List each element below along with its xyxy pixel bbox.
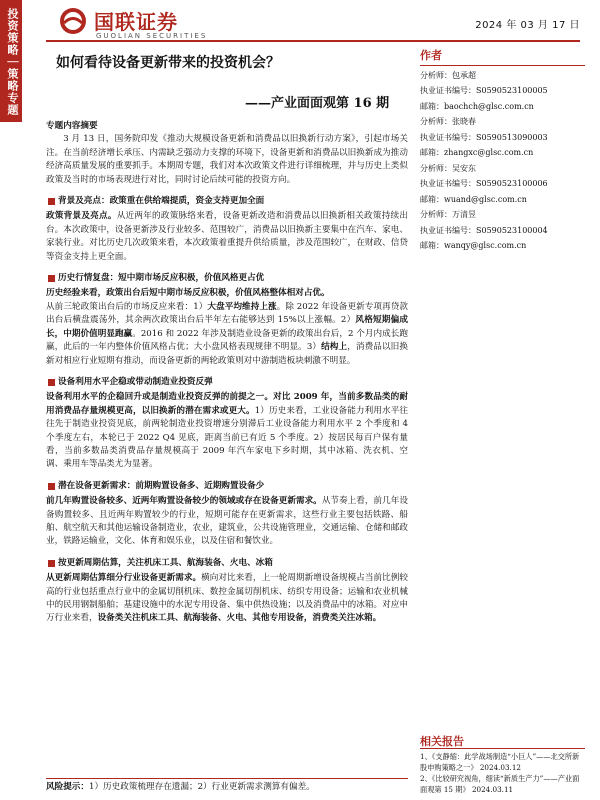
abstract-label: 专题内容摘要 xyxy=(46,121,98,131)
related-heading: 相关报告 xyxy=(420,736,585,749)
section-lead: 前几年购置设备较多、近两年购置设备较少的领域或存在设备更新需求。 xyxy=(46,496,322,507)
section-4 xyxy=(46,557,408,626)
author-card xyxy=(420,68,585,115)
author-analyst: 分析师：吴安东 xyxy=(420,163,476,173)
section-lead: 设备利用水平的企稳回升或是制造业投资反弹的前提之一。对比 2009 年，当前多数品类的耐用消费品存量规模更高，以旧换新的潜在需求或更大。 xyxy=(46,392,408,416)
related-date: 2024.03.12 xyxy=(479,763,521,772)
brand-name-en: GUOLIAN SECURITIES xyxy=(96,32,208,40)
section-body: 1）历史来看，工业设备能力利用水平往往先于制造业投资见底，前两轮制造业投资增速分别滞后工业设备能力利用水平 2 个季度和 4 个季度左右，本轮已于 2022 Q4 见底，距离当前已有近 5 个季度。2）按居民每百户保有量看，当前多数品类消费品存量规模高于 2009 年汽车家电下乡时期，其中冰箱、洗衣机、空调、乘用车等品类尤为显著。 xyxy=(46,405,408,470)
text-run: 横向对比来看，上一轮周期新增设备规模占当前比例较高的行业包括重点行业中的金属切削机床、数控金属切削机床、纺织专用设备；运输和农业机械中的民用钢制船舶；基建设施中的水泥专用设备、集中供热设施；以及消费品中的冰箱。对应申万行业来看， xyxy=(46,573,408,624)
author-cert: 执业证书编号：S0590523100006 xyxy=(420,179,548,188)
section-2 xyxy=(46,376,408,472)
section-1 xyxy=(46,272,408,368)
author-panel xyxy=(420,48,585,254)
related-item[interactable] xyxy=(420,773,585,795)
section-body: 从近两年的政策脉络来看，设备更新改造和消费品以旧换新相关政策持续出台。本次政策中，设备更新涉及行业较多、范围较广，消费品以旧换新主要集中在汽车、家电、家装行业。对比历史几次政策来看，本次政策着重提升供给质量，涉及范围较广，在财政、信贷等资金支持上更全面。 xyxy=(46,211,408,262)
author-card xyxy=(420,161,585,208)
section-heading: 按更新周期估算，关注机床工具、航海装备、火电、冰箱 xyxy=(46,557,408,570)
text-run: 从前三轮政策出台后的市场反应来看：1） xyxy=(46,301,208,312)
author-card xyxy=(420,114,585,161)
brand-mark-icon xyxy=(58,6,88,36)
author-analyst: 分析师：张晓春 xyxy=(420,117,476,126)
section-lead: 历史经验来看，政策出台后短中期市场反应积极，价值风格整体相对占优。 xyxy=(46,288,330,299)
risk-text: 1）历史政策梳理存在遗漏；2）行业更新需求测算有偏差。 xyxy=(88,782,315,792)
author-email[interactable]: 邮箱：baochch@glsc.com.cn xyxy=(420,101,534,111)
text-run: 。2016 和 2022 年涉及制造业设备更新的政策出台后，2 个月内成长跑赢，此后的一年内整体价值风格占优；大小盘风格表现规律不明显。3） xyxy=(46,328,408,353)
category-side-tab-label: 投资策略｜策略专题 xyxy=(6,8,19,116)
header-divider xyxy=(46,40,580,42)
text-run: ，消费品以旧换新对相应行业短期有推动，而设备更新的两轮政策则对中游制造板块刺激不明显。 xyxy=(46,342,408,366)
text-run: 大盘平均维持上涨 xyxy=(207,301,277,312)
section-body: 从节奏上看，前几年设备购置较多、且近两年购置较少的行业，短期可能存在更新需求，这些行业主要包括铁路、船舶、航空航天和其他运输设备制造业，农业，建筑业，公共设施管理业，交通运输、仓储和邮政业，铁路运输业，文化、体育和娱乐业，以及住宿和餐饮业。 xyxy=(46,496,408,547)
section-paragraph xyxy=(46,495,408,549)
authors-heading: 作者 xyxy=(420,48,585,66)
author-cert: 执业证书编号：S0590523100005 xyxy=(420,86,548,95)
report-date: 2024 年 03 月 17 日 xyxy=(475,20,580,31)
author-analyst: 分析师：包承超 xyxy=(420,70,476,80)
brand-name-cn: 国联证券 xyxy=(94,10,178,34)
author-email[interactable]: 邮箱：zhangxc@glsc.com.cn xyxy=(420,148,534,157)
brand-logo xyxy=(58,4,228,44)
abstract-paragraph: 3 月 13 日，国务院印发《推动大规模设备更新和消费品以旧换新行动方案》，引起市场关注。在当前经济增长承压、内需缺乏强动力支撑的环境下，设备更新和消费品以旧换新成为推动经济高质量发展的重要抓手。本期周专题，我们对本次政策文件进行详细梳理，并与历史上类似政策及当时的市场表现进行对比，同时讨论后续可能的投资方向。 xyxy=(46,134,408,185)
author-cert: 执业证书编号：S0590523100004 xyxy=(420,225,548,235)
section-3 xyxy=(46,480,408,549)
section-paragraph xyxy=(46,301,408,368)
author-email[interactable]: 邮箱：wuand@glsc.com.cn xyxy=(420,194,527,204)
author-email[interactable]: 邮箱：wanqy@glsc.com.cn xyxy=(420,241,527,250)
related-reports xyxy=(420,736,585,795)
author-analyst: 分析师：万清昱 xyxy=(420,210,476,219)
section-paragraph xyxy=(46,391,408,471)
category-side-tab xyxy=(0,0,22,122)
section-0 xyxy=(46,195,408,264)
report-body xyxy=(46,120,408,626)
text-run: 结构上 xyxy=(321,342,348,353)
related-text: 2、《比较研究视角，细读“新质生产力”——产业面面观第 15 期》 xyxy=(420,774,580,794)
risk-notice xyxy=(46,778,408,794)
text-run: 风格短期偏成长，中期价值明显跑赢 xyxy=(46,315,408,339)
section-heading: 潜在设备更新需求：前期购置设备多、近期购置设备少 xyxy=(46,480,408,493)
section-lead: 从更新周期估算细分行业设备更新需求。 xyxy=(46,573,202,584)
section-heading: 设备利用水平企稳或带动制造业投资反弹 xyxy=(46,376,408,389)
risk-label: 风险提示： xyxy=(46,782,89,792)
section-heading: 背景及亮点：政策重在供给端提质，资金支持更加全面 xyxy=(46,195,408,208)
related-item[interactable] xyxy=(420,751,585,773)
text-run: 设备类关注机床工具、航海装备、火电、其他专用设备，消费类关注冰箱。 xyxy=(97,613,382,624)
section-lead: 政策背景及亮点。 xyxy=(46,211,117,222)
report-subtitle: ——产业面面观第 16 期 xyxy=(245,96,390,111)
related-text: 1、《支静缩：此学战场制造“小巨人”——北交所新股申购策略之一》 xyxy=(420,752,580,772)
related-date: 2024.03.11 xyxy=(471,785,514,794)
section-heading: 历史行情复盘：短中期市场反应积极，价值风格更占优 xyxy=(46,272,408,285)
section-paragraph xyxy=(46,210,408,264)
text-run: 。除 2022 年设备更新专项再贷款出台后横盘震荡外，其余两次政策出台后半年左右能够达到 15%以上涨幅。2） xyxy=(46,301,408,326)
author-card xyxy=(420,207,585,254)
section-paragraph xyxy=(46,572,408,626)
author-cert: 执业证书编号：S0590513090003 xyxy=(420,132,548,142)
report-title: 如何看待设备更新带来的投资机会？ xyxy=(56,55,280,71)
